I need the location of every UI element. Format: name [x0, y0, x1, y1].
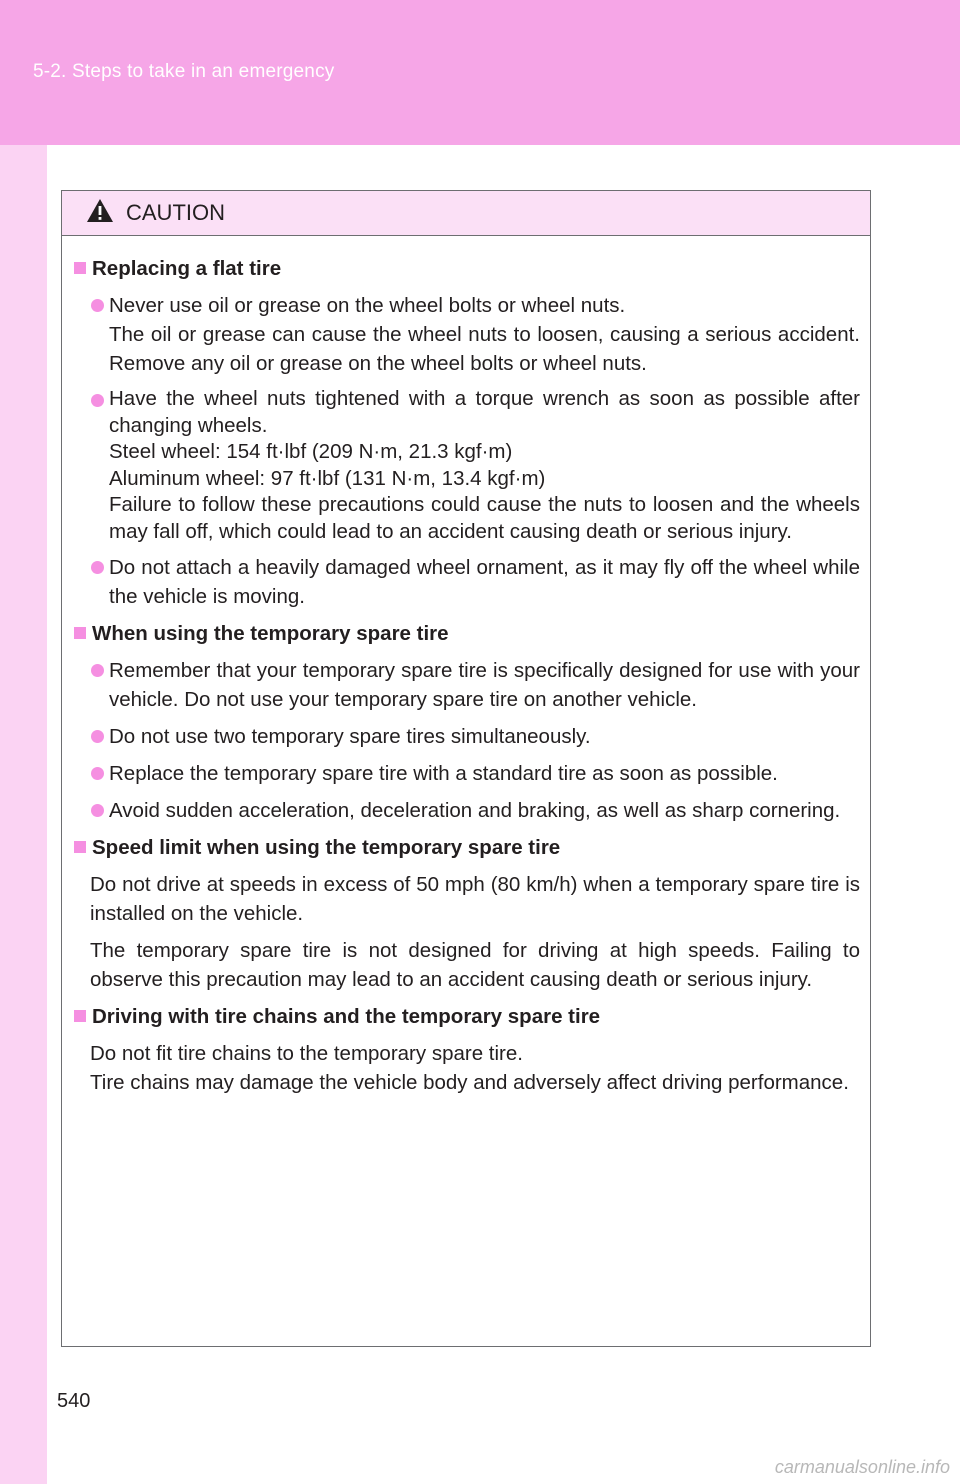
- round-bullet-icon: [91, 394, 104, 407]
- round-bullet-icon: [91, 767, 104, 780]
- caution-content: [62, 236, 870, 1097]
- caution-label: CAUTION: [126, 200, 225, 225]
- round-bullet-icon: [91, 730, 104, 743]
- round-bullet-icon: [91, 299, 104, 312]
- warning-triangle-icon: [86, 198, 114, 223]
- round-bullet-icon: [91, 561, 104, 574]
- caution-header: [62, 191, 870, 236]
- side-band: [0, 145, 47, 1484]
- bullet-text: Replace the temporary spare tire with a standard tire as soon as possible.: [109, 762, 778, 785]
- bullet-text: Do not attach a heavily damaged wheel ornament, as it may fly off the wheel while the vehicle is moving.: [109, 556, 860, 608]
- bullet-text: Do not use two temporary spare tires simultaneously.: [109, 725, 591, 748]
- bullet-item: [72, 291, 860, 378]
- square-bullet-icon: [74, 262, 86, 274]
- paragraph: The temporary spare tire is not designed for driving at high speeds. Failing to observe this precaution may lead to an accident causing death or serious injury.: [90, 939, 860, 991]
- section-heading: Speed limit when using the temporary spare tire: [72, 833, 860, 862]
- paragraph: Do not drive at speeds in excess of 50 mph (80 km/h) when a temporary spare tire is installed on the vehicle.: [90, 873, 860, 925]
- bullet-item: [72, 796, 860, 825]
- bullet-text: Failure to follow these precautions could cause the nuts to loosen and the wheels may fall off, which could lead to an accident causing death or serious injury.: [109, 493, 860, 543]
- bullet-text: Remember that your temporary spare tire is specifically designed for use with your vehicle. Do not use your temporary spare tire on another vehicle.: [109, 659, 860, 711]
- paragraph-line: Do not fit tire chains to the temporary spare tire.: [90, 1042, 523, 1065]
- header-band: [0, 0, 960, 145]
- round-bullet-icon: [91, 804, 104, 817]
- section-heading: When using the temporary spare tire: [72, 619, 860, 648]
- square-bullet-icon: [74, 1010, 86, 1022]
- bullet-item: [72, 759, 860, 788]
- section-heading: Driving with tire chains and the temporary spare tire: [72, 1002, 860, 1031]
- bullet-item: [72, 656, 860, 714]
- bullet-text: Have the wheel nuts tightened with a torque wrench as soon as possible after changing wheels.: [109, 387, 860, 437]
- bullet-item: [72, 553, 860, 611]
- square-bullet-icon: [74, 627, 86, 639]
- bullet-item: [72, 722, 860, 751]
- bullet-text: The oil or grease can cause the wheel nuts to loosen, causing a serious accident. Remove any oil or grease on the wheel bolts or wheel nuts.: [109, 323, 860, 375]
- paragraph-line: Tire chains may damage the vehicle body and adversely affect driving performance.: [90, 1071, 849, 1094]
- bullet-text: Avoid sudden acceleration, deceleration and braking, as well as sharp cornering.: [109, 799, 841, 822]
- section-heading: Replacing a flat tire: [72, 254, 860, 283]
- caution-box: [61, 190, 871, 1347]
- bullet-text: Steel wheel: 154 ft·lbf (209 N·m, 21.3 kgf·m): [109, 440, 513, 463]
- section-title: 5-2. Steps to take in an emergency: [33, 61, 335, 82]
- round-bullet-icon: [91, 664, 104, 677]
- square-bullet-icon: [74, 841, 86, 853]
- bullet-text: Never use oil or grease on the wheel bolts or wheel nuts.: [109, 294, 626, 317]
- page-number: 540: [57, 1390, 91, 1412]
- bullet-text: Aluminum wheel: 97 ft·lbf (131 N·m, 13.4 kgf·m): [109, 466, 546, 490]
- watermark: carmanualsonline.info: [774, 1457, 950, 1477]
- bullet-item: [72, 386, 860, 545]
- paragraph: [72, 1039, 860, 1097]
